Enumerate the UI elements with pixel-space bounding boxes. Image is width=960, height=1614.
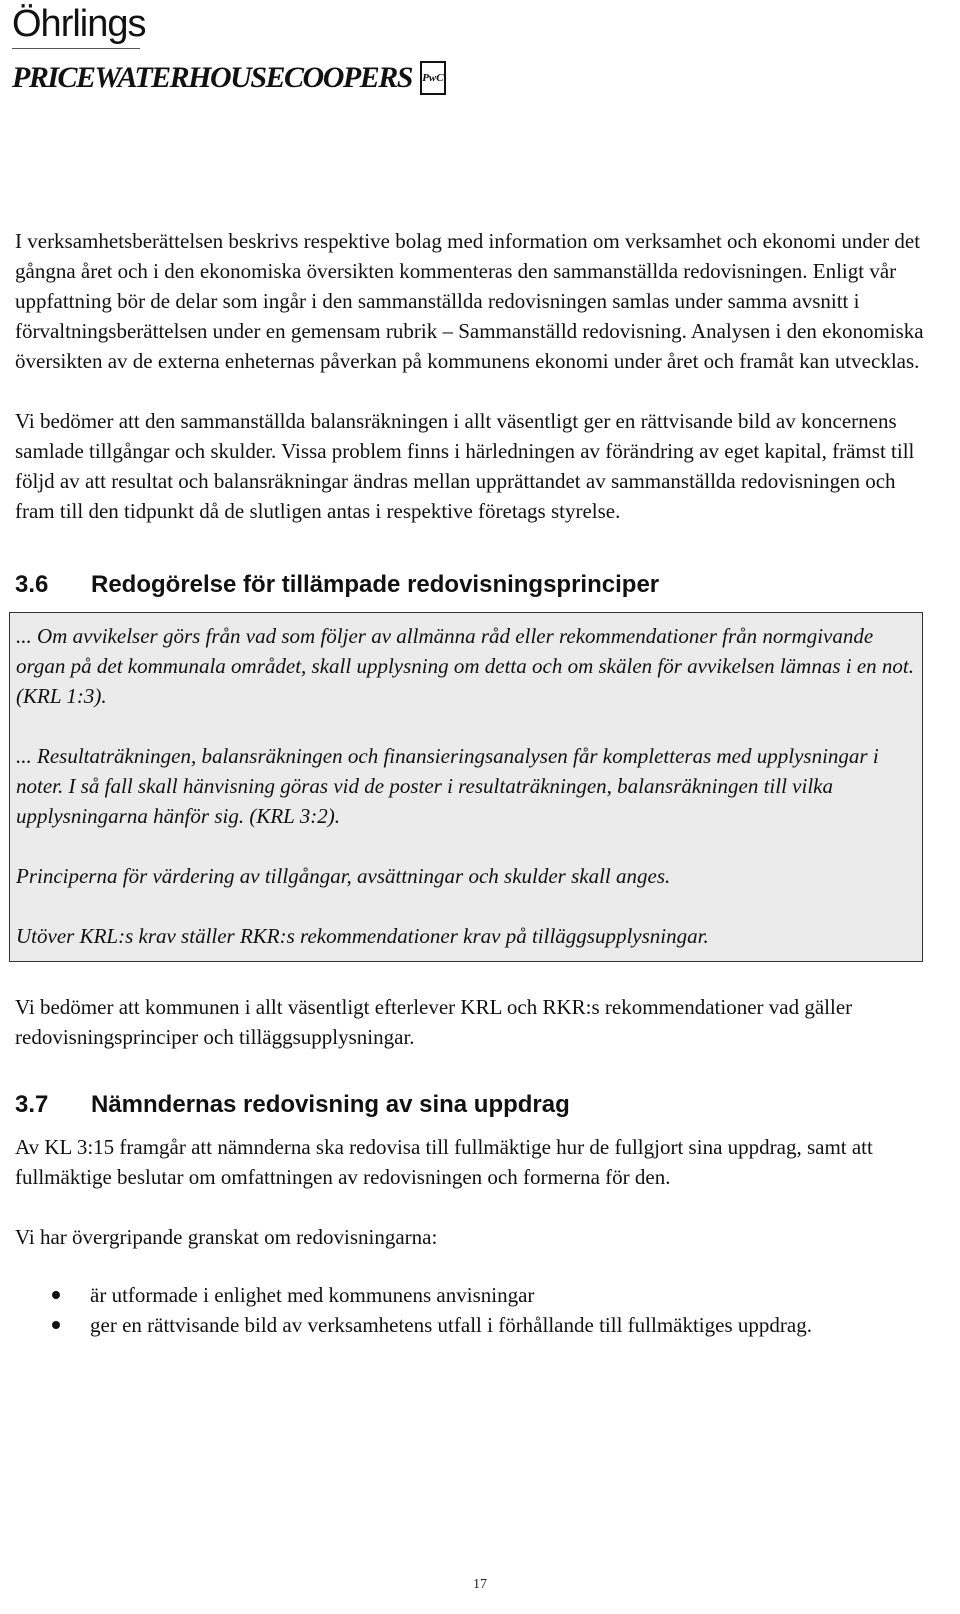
logo-divider [12,48,140,49]
company-logo [12,4,446,95]
list-item: är utformade i enlighet med kommunens anvisningar [15,1280,927,1310]
list-item: ger en rättvisande bild av verksamhetens utfall i förhållande till fullmäktiges uppdrag. [15,1310,927,1340]
paragraph-consolidated-reporting: I verksamhetsberättelsen beskrivs respektive bolag med information om verksamhet och ekonomi under det gångna året och i den ekonomiska översikten kommenteras den sammanställda redovisningen. Enligt vår uppfattning bör de delar som ingår i den sammanställda redovisningen samlas under samma avsnitt i förvaltningsberättelsen under en gemensam rubrik – Sammanställd redovisning. Analysen i den ekonomiska översikten av de externa enheternas påverkan på kommunens ekonomi under året och framåt kan utvecklas. [15,229,924,373]
logo-pwc [12,61,446,95]
logo-seal-icon: PwC [420,61,446,95]
document-body [15,226,927,1340]
section-number: 3.7 [15,1091,49,1118]
paragraph-balance-assessment: Vi bedömer att den sammanställda balansräkningen i allt väsentligt ger en rättvisande bild av koncernens samlade tillgångar och skulder. Vissa problem finns i härledningen av förändring av eget kapital, främst till följd av att resultat och balansräkningar ändras mellan upprättandet av sammanställda redovisningen och fram till den tidpunkt då de slutligen antas i respektive företags styrelse. [15,409,915,523]
law-quote-box [9,612,923,962]
section-heading-3-6 [15,570,927,600]
section-heading-3-7 [15,1090,927,1120]
quote-paragraph: ... Om avvikelser görs från vad som följer av allmänna råd eller rekommendationer från normgivande organ på det kommunala området, skall upplysning om detta och om skälen för avvikelsen lämnas i en not. (KRL 1:3). [16,624,915,708]
paragraph-principles-assessment: Vi bedömer att kommunen i allt väsentligt efterlever KRL och RKR:s rekommendationer vad gäller redovisningsprinciper och tilläggsupplysningar. [15,995,853,1049]
quote-paragraph: Utöver KRL:s krav ställer RKR:s rekommendationer krav på tilläggsupplysningar. [16,924,709,948]
section-title: Nämndernas redovisning av sina uppdrag [91,1091,570,1118]
logo-ohrlings-text: Öhrlings [12,3,146,45]
quote-paragraph: ... Resultaträkningen, balansräkningen och finansieringsanalysen får kompletteras med upplysningar i noter. I så fall skall hänvisning göras vid de poster i resultaträkningen, balansräkningen till vilka upplysningarna hänför sig. (KRL 3:2). [16,744,879,828]
paragraph-committee-reporting: Av KL 3:15 framgår att nämnderna ska redovisa till fullmäktige hur de fullgjort sina uppdrag, samt att fullmäktige beslutar om omfattningen av redovisningen och formerna för den. [15,1135,873,1189]
logo-pwc-text: PRICEWATERHOUSECOOPERS [12,61,412,94]
page-number: 17 [473,1577,487,1592]
paragraph-review-intro: Vi har övergripande granskat om redovisningarna: [15,1225,438,1249]
bullet-list [15,1280,927,1340]
quote-paragraph: Principerna för värdering av tillgångar, avsättningar och skulder skall anges. [16,864,671,888]
section-number: 3.6 [15,571,49,598]
section-title: Redogörelse för tillämpade redovisningsprinciper [91,571,660,598]
